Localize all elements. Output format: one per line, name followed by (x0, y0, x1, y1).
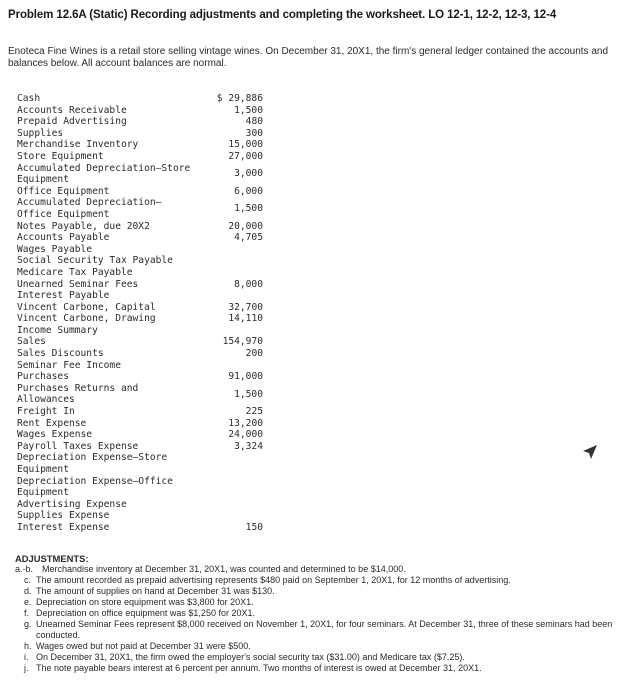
account-balance: 154,970 (222, 336, 263, 348)
account-balance: 24,000 (228, 429, 263, 441)
ledger-row (17, 383, 263, 406)
ledger-row (17, 325, 263, 337)
adjustment-item (15, 652, 615, 663)
account-name: Depreciation Expense–Store Equipment (17, 452, 168, 475)
ledger-row (17, 348, 263, 360)
problem-intro: Enoteca Fine Wines is a retail store selling vintage wines. On December 31, 20X1, the firm's general ledger contained the accounts and balances below. All account balances are normal. (8, 46, 609, 69)
account-name: Medicare Tax Payable (17, 266, 133, 278)
ledger-row (17, 151, 263, 163)
ledger-row (17, 116, 263, 128)
account-balance: 15,000 (228, 139, 263, 151)
account-name: Office Equipment (17, 185, 110, 197)
adjustment-item (15, 586, 615, 597)
account-balance: 32,700 (228, 301, 263, 313)
account-balance: 480 (245, 116, 263, 128)
adjustments-heading: ADJUSTMENTS: (15, 553, 89, 564)
ledger-row (17, 418, 263, 430)
adjustment-label: c. (24, 575, 32, 585)
adjustment-label: i. (24, 652, 29, 662)
account-name: Sales (17, 336, 46, 348)
account-balance: 200 (245, 348, 263, 360)
adjustment-text: On December 31, 20X1, the firm owed the employer's social security tax ($31.00) and Medicare tax ($7.25). (36, 652, 465, 662)
adjustment-item (15, 619, 615, 641)
account-balance: 1,500 (234, 203, 263, 215)
account-balance: 14,110 (228, 313, 263, 325)
ledger-row (17, 429, 263, 441)
ledger-row (17, 139, 263, 151)
account-balance: 1,500 (234, 388, 263, 400)
account-balance: 91,000 (228, 371, 263, 383)
adjustments-section (15, 553, 615, 674)
adjustment-text: Wages owed but not paid at December 31 were $500. (36, 641, 251, 651)
ledger-row (17, 336, 263, 348)
adjustment-label: f. (24, 608, 30, 618)
ledger-row (17, 406, 263, 418)
adjustment-item (15, 663, 615, 674)
adjustment-text: The amount recorded as prepaid advertising represents $480 paid on September 1, 20X1, for 12 months of advertising. (36, 575, 511, 585)
account-balance: 300 (245, 127, 263, 139)
account-name: Prepaid Advertising (17, 116, 127, 128)
account-balance: 20,000 (228, 220, 263, 232)
account-balance: 6,000 (234, 185, 263, 197)
ledger-row (17, 360, 263, 372)
account-name: Advertising Expense (17, 498, 127, 510)
ledger-row (17, 371, 263, 383)
account-name: Sales Discounts (17, 348, 104, 360)
ledger-row (17, 197, 263, 220)
account-name: Purchases (17, 371, 69, 383)
account-name: Social Security Tax Payable (17, 255, 173, 267)
adjustment-label: a.-b. (15, 564, 34, 574)
account-balance: $ 29,886 (216, 93, 263, 104)
adjustment-label: g. (24, 619, 32, 629)
ledger-row (17, 105, 263, 117)
account-name: Rent Expense (17, 417, 87, 429)
adjustment-item (15, 597, 615, 608)
ledger-row (17, 93, 263, 105)
account-name: Wages Payable (17, 243, 93, 255)
ledger-row (17, 267, 263, 279)
account-name: Income Summary (17, 324, 98, 336)
account-name: Supplies (17, 127, 64, 139)
ledger-row (17, 313, 263, 325)
problem-title: Problem 12.6A (Static) Recording adjustments and completing the worksheet. LO 12-1, 12-2, 12-3, 12-4 (8, 9, 557, 21)
ledger-row (17, 163, 263, 186)
ledger-table (17, 93, 263, 534)
account-name: Unearned Seminar Fees (17, 278, 139, 290)
ledger-row (17, 476, 263, 499)
account-name: Wages Expense (17, 429, 93, 441)
account-name: Store Equipment (17, 150, 104, 162)
account-name: Cash (17, 93, 41, 104)
ledger-row (17, 522, 263, 534)
ledger-row (17, 302, 263, 314)
ledger-row (17, 255, 263, 267)
account-balance: 1,500 (234, 104, 263, 116)
adjustment-text: The note payable bears interest at 6 percent per annum. Two months of interest is owed at December 31, 20X1. (36, 663, 482, 673)
ledger-row (17, 128, 263, 140)
adjustment-item (15, 641, 615, 652)
ledger-row (17, 244, 263, 256)
ledger-row (17, 290, 263, 302)
account-name: Payroll Taxes Expense (17, 440, 139, 452)
ledger-row (17, 186, 263, 198)
account-balance: 3,000 (234, 168, 263, 180)
account-balance: 3,324 (234, 440, 263, 452)
account-name: Accounts Receivable (17, 104, 127, 116)
account-name: Purchases Returns and Allowances (17, 382, 139, 406)
adjustment-label: h. (24, 641, 32, 651)
ledger-row (17, 279, 263, 291)
adjustment-item (15, 575, 615, 586)
adjustments-list (15, 564, 615, 674)
account-name: Supplies Expense (17, 510, 110, 522)
ledger-row (17, 510, 263, 522)
cursor-arrow-icon (582, 444, 598, 460)
ledger-row (17, 232, 263, 244)
ledger-row (17, 499, 263, 511)
adjustment-text: Depreciation on store equipment was $3,800 for 20X1. (36, 597, 254, 607)
account-name: Accounts Payable (17, 232, 110, 244)
account-name: Interest Expense (17, 521, 110, 533)
account-balance: 4,705 (234, 232, 263, 244)
account-name: Vincent Carbone, Capital (17, 301, 156, 313)
account-name: Merchandise Inventory (17, 139, 139, 151)
ledger-row (17, 441, 263, 453)
account-name: Freight In (17, 406, 75, 418)
adjustment-text: The amount of supplies on hand at December 31 was $130. (36, 586, 275, 596)
adjustment-label: e. (24, 597, 32, 607)
adjustment-text: Depreciation on office equipment was $1,250 for 20X1. (36, 608, 255, 618)
adjustment-text: Unearned Seminar Fees represent $8,000 received on November 1, 20X1, for four seminars. At December 31, three of these seminars had been conducted. (36, 619, 613, 640)
adjustment-item (15, 608, 615, 619)
account-name: Vincent Carbone, Drawing (17, 313, 156, 325)
account-balance: 8,000 (234, 278, 263, 290)
account-name: Accumulated Depreciation– Office Equipment (17, 197, 162, 220)
account-name: Seminar Fee Income (17, 359, 121, 371)
adjustment-label: d. (24, 586, 32, 596)
ledger-row (17, 452, 263, 475)
account-name: Interest Payable (17, 290, 110, 302)
account-name: Notes Payable, due 20X2 (17, 220, 150, 232)
account-balance: 225 (245, 406, 263, 418)
ledger-row (17, 221, 263, 233)
account-balance: 27,000 (228, 150, 263, 162)
adjustment-text: Merchandise inventory at December 31, 20X1, was counted and determined to be $14,000. (42, 564, 406, 574)
account-balance: 13,200 (228, 417, 263, 429)
account-name: Depreciation Expense–Office Equipment (17, 475, 173, 499)
account-balance: 150 (245, 521, 263, 533)
adjustment-item (15, 564, 615, 575)
adjustment-label: j. (24, 663, 29, 673)
account-name: Accumulated Depreciation–Store Equipment (17, 162, 191, 186)
